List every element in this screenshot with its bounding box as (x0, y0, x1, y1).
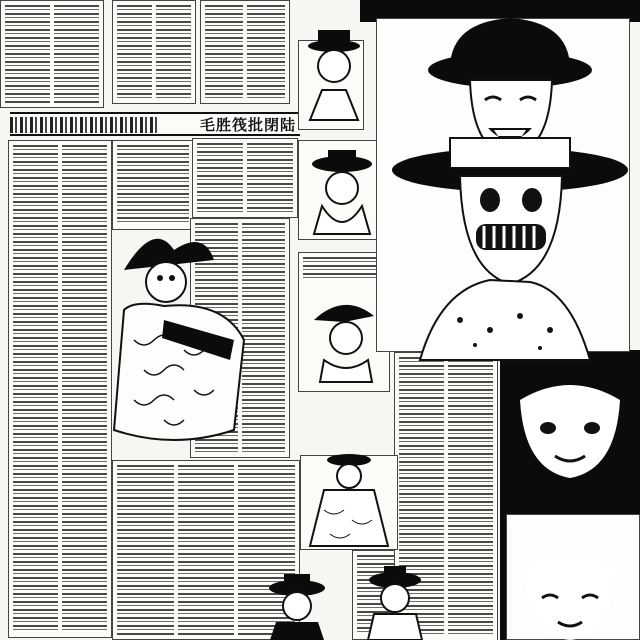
headline-noise (10, 117, 160, 133)
clipping-middle-column (112, 140, 194, 230)
headline-text: 毛胜筏批閉陆 (199, 116, 296, 134)
clipping-top-center (112, 0, 196, 104)
clipping-top-right (200, 0, 290, 104)
kimono-eye-2 (169, 275, 175, 281)
small-figure-3 (308, 292, 382, 382)
clipping-top-left (0, 0, 104, 108)
clipping-left-column (8, 140, 112, 638)
small-figure-1 (300, 30, 370, 120)
lower-eye-left (480, 188, 500, 212)
hat-crown-top (450, 18, 570, 66)
lower-eye-right (522, 188, 542, 212)
small-figure-4 (304, 450, 394, 550)
small-figure-6 (360, 560, 430, 640)
kimono-eye (157, 275, 163, 281)
dark-hair-face-art (500, 360, 640, 640)
kimono-character-art (104, 220, 254, 460)
kimono-robe (114, 304, 244, 440)
kimono-face (146, 262, 186, 302)
hat-band-lower (450, 138, 570, 168)
face-mid-eye-right (584, 422, 600, 434)
clipping-narrow-column (192, 138, 298, 218)
small-figure-2 (304, 148, 380, 238)
large-character-art (380, 0, 640, 360)
headline-strip (10, 112, 300, 136)
face-mid-eye-left (540, 422, 556, 434)
small-figure-5 (262, 570, 332, 640)
upper-teeth (494, 130, 526, 136)
cloak (420, 280, 590, 360)
face-mid (520, 385, 620, 478)
